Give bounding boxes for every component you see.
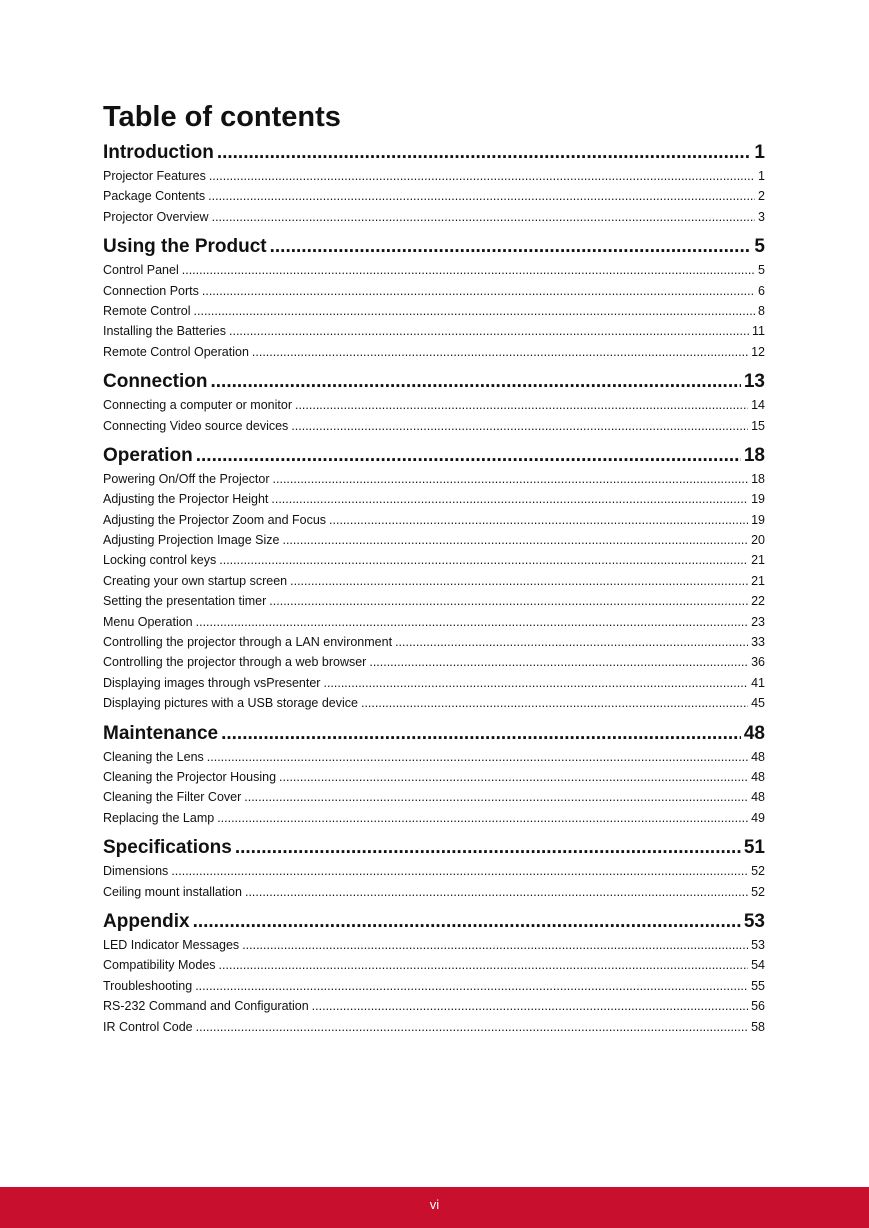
toc-leader-dots [361,693,748,713]
toc-section-title: Maintenance [103,722,219,744]
toc-leader-dots [207,747,748,767]
toc-item-entry[interactable] [103,281,765,301]
toc-item-page: 55 [751,978,765,993]
toc-item-title: Menu Operation [103,614,193,629]
footer-bar [0,1187,869,1228]
toc-item-title: Package Contents [103,189,206,204]
toc-leader-dots [171,861,748,881]
toc-section-page: 18 [743,444,765,466]
toc-item-page: 33 [751,635,765,650]
toc-leader-dots [219,955,749,975]
toc-section-title: Operation [103,444,193,466]
toc-leader-dots [244,787,748,807]
toc-section-entry[interactable] [103,368,765,395]
toc-item-page: 5 [758,263,765,278]
toc-item-entry[interactable] [103,808,765,828]
toc-item-page: 2 [758,189,765,204]
toc-section-entry[interactable] [103,834,765,861]
toc-leader-dots [229,321,749,341]
table-of-contents [103,139,765,1037]
page-title: Table of contents [103,101,341,133]
toc-item-page: 49 [751,810,765,825]
toc-section-page: 1 [754,142,765,163]
toc-item-entry[interactable] [103,673,765,693]
toc-item-title: Connecting Video source devices [103,418,289,433]
toc-item-title: Cleaning the Projector Housing [103,769,277,784]
toc-item-page: 41 [751,675,765,690]
toc-leader-dots [323,673,748,693]
toc-leader-dots [196,442,741,469]
toc-item-title: LED Indicator Messages [103,937,240,952]
toc-item-title: Setting the presentation timer [103,594,267,609]
toc-item-page: 45 [751,696,765,711]
toc-item-entry[interactable] [103,489,765,509]
toc-item-page: 48 [751,769,765,784]
toc-leader-dots [295,395,748,415]
toc-leader-dots [282,530,748,550]
toc-item-entry[interactable] [103,935,765,955]
toc-section-entry[interactable] [103,233,765,260]
toc-item-entry[interactable] [103,207,765,227]
toc-item-entry[interactable] [103,652,765,672]
toc-item-entry[interactable] [103,166,765,186]
toc-item-title: Displaying pictures with a USB storage device [103,696,358,711]
toc-leader-dots [252,342,748,362]
toc-item-entry[interactable] [103,996,765,1016]
toc-item-entry[interactable] [103,186,765,206]
toc-item-title: Powering On/Off the Projector [103,471,270,486]
toc-item-page: 15 [751,418,765,433]
toc-leader-dots [194,301,756,321]
toc-item-title: Controlling the projector through a LAN environment [103,635,393,650]
toc-leader-dots [279,767,748,787]
toc-item-page: 58 [751,1019,765,1034]
toc-item-entry[interactable] [103,1017,765,1037]
toc-item-title: Cleaning the Filter Cover [103,790,242,805]
toc-item-title: Cleaning the Lens [103,749,204,764]
toc-leader-dots [196,1017,748,1037]
toc-leader-dots [202,281,755,301]
toc-leader-dots [395,632,748,652]
toc-item-title: Locking control keys [103,553,217,568]
toc-item-title: Ceiling mount installation [103,884,242,899]
toc-item-title: Adjusting Projection Image Size [103,533,280,548]
toc-section-title: Introduction [103,142,214,163]
toc-item-page: 1 [758,169,765,183]
toc-item-title: RS-232 Command and Configuration [103,999,309,1014]
toc-item-page: 19 [751,512,765,527]
toc-leader-dots [193,908,741,935]
toc-item-title: Connection Ports [103,283,199,298]
toc-item-page: 20 [751,533,765,548]
toc-item-page: 52 [751,864,765,879]
toc-item-page: 21 [751,573,765,588]
toc-item-page: 3 [758,209,765,224]
toc-leader-dots [217,139,752,166]
toc-item-entry[interactable] [103,955,765,975]
toc-leader-dots [208,186,755,206]
toc-item-page: 21 [751,553,765,568]
toc-leader-dots [269,591,748,611]
toc-leader-dots [271,489,748,509]
toc-item-title: Control Panel [103,263,179,278]
toc-leader-dots [369,652,748,672]
toc-item-page: 56 [751,999,765,1014]
toc-leader-dots [211,368,741,395]
toc-leader-dots [212,207,755,227]
toc-leader-dots [182,260,755,280]
toc-item-entry[interactable] [103,571,765,591]
toc-section-title: Connection [103,371,208,393]
toc-section-page: 5 [754,236,765,258]
toc-item-entry[interactable] [103,469,765,489]
toc-item-entry[interactable] [103,530,765,550]
toc-section-page: 48 [743,722,765,744]
toc-item-page: 6 [758,283,765,298]
toc-section-entry[interactable] [103,139,765,166]
toc-item-entry[interactable] [103,416,765,436]
toc-leader-dots [217,808,748,828]
toc-section-title: Using the Product [103,236,267,258]
toc-item-entry[interactable] [103,747,765,767]
toc-section-entry[interactable] [103,908,765,935]
toc-section-entry[interactable] [103,442,765,469]
toc-leader-dots [242,935,748,955]
toc-leader-dots [290,571,748,591]
toc-item-entry[interactable] [103,321,765,341]
toc-item-title: Troubleshooting [103,978,193,993]
toc-item-title: Adjusting the Projector Height [103,492,269,507]
toc-leader-dots [329,510,748,530]
toc-item-title: Projector Overview [103,209,209,224]
toc-section-page: 53 [743,910,765,932]
toc-item-page: 8 [758,303,765,318]
toc-item-page: 36 [751,655,765,670]
toc-item-entry[interactable] [103,976,765,996]
toc-item-entry[interactable] [103,861,765,881]
toc-item-title: Controlling the projector through a web browser [103,655,367,670]
toc-item-entry[interactable] [103,882,765,902]
toc-leader-dots [245,882,748,902]
toc-item-page: 18 [751,471,765,486]
toc-section-entry[interactable] [103,720,765,747]
toc-item-entry[interactable] [103,591,765,611]
toc-item-page: 53 [751,937,765,952]
toc-item-page: 23 [751,614,765,629]
toc-section-title: Specifications [103,837,232,859]
toc-item-page: 52 [751,884,765,899]
toc-item-page: 12 [751,344,765,359]
toc-item-title: Creating your own startup screen [103,573,288,588]
toc-item-entry[interactable] [103,395,765,415]
toc-item-entry[interactable] [103,787,765,807]
toc-item-title: Remote Control Operation [103,344,249,359]
page-number: vi [429,1197,440,1212]
toc-leader-dots [312,996,748,1016]
toc-item-entry[interactable] [103,510,765,530]
toc-item-entry[interactable] [103,612,765,632]
toc-item-title: IR Control Code [103,1019,193,1034]
toc-leader-dots [221,720,741,747]
toc-leader-dots [196,612,748,632]
toc-item-title: Adjusting the Projector Zoom and Focus [103,512,327,527]
toc-item-page: 48 [751,790,765,805]
toc-item-entry[interactable] [103,550,765,570]
toc-leader-dots [209,166,755,186]
toc-item-title: Dimensions [103,864,169,879]
toc-item-title: Projector Features [103,169,206,183]
toc-item-title: Installing the Batteries [103,324,226,339]
toc-item-page: 54 [751,958,765,973]
toc-item-entry[interactable] [103,301,765,321]
toc-item-title: Compatibility Modes [103,958,216,973]
toc-leader-dots [235,834,741,861]
toc-leader-dots [270,233,752,260]
toc-item-entry[interactable] [103,260,765,280]
toc-item-title: Replacing the Lamp [103,810,215,825]
toc-item-page: 14 [751,398,765,413]
toc-item-entry[interactable] [103,342,765,362]
toc-item-title: Connecting a computer or monitor [103,398,292,413]
toc-item-page: 19 [751,492,765,507]
toc-item-page: 11 [752,324,765,339]
toc-item-page: 22 [751,594,765,609]
toc-section-page: 13 [743,371,765,393]
toc-section-title: Appendix [103,910,190,932]
toc-leader-dots [273,469,749,489]
toc-leader-dots [195,976,748,996]
toc-item-entry[interactable] [103,693,765,713]
toc-item-entry[interactable] [103,767,765,787]
toc-item-page: 48 [751,749,765,764]
toc-item-entry[interactable] [103,632,765,652]
toc-leader-dots [291,416,748,436]
toc-section-page: 51 [743,837,765,859]
toc-item-title: Displaying images through vsPresenter [103,675,321,690]
toc-leader-dots [219,550,748,570]
toc-item-title: Remote Control [103,303,191,318]
